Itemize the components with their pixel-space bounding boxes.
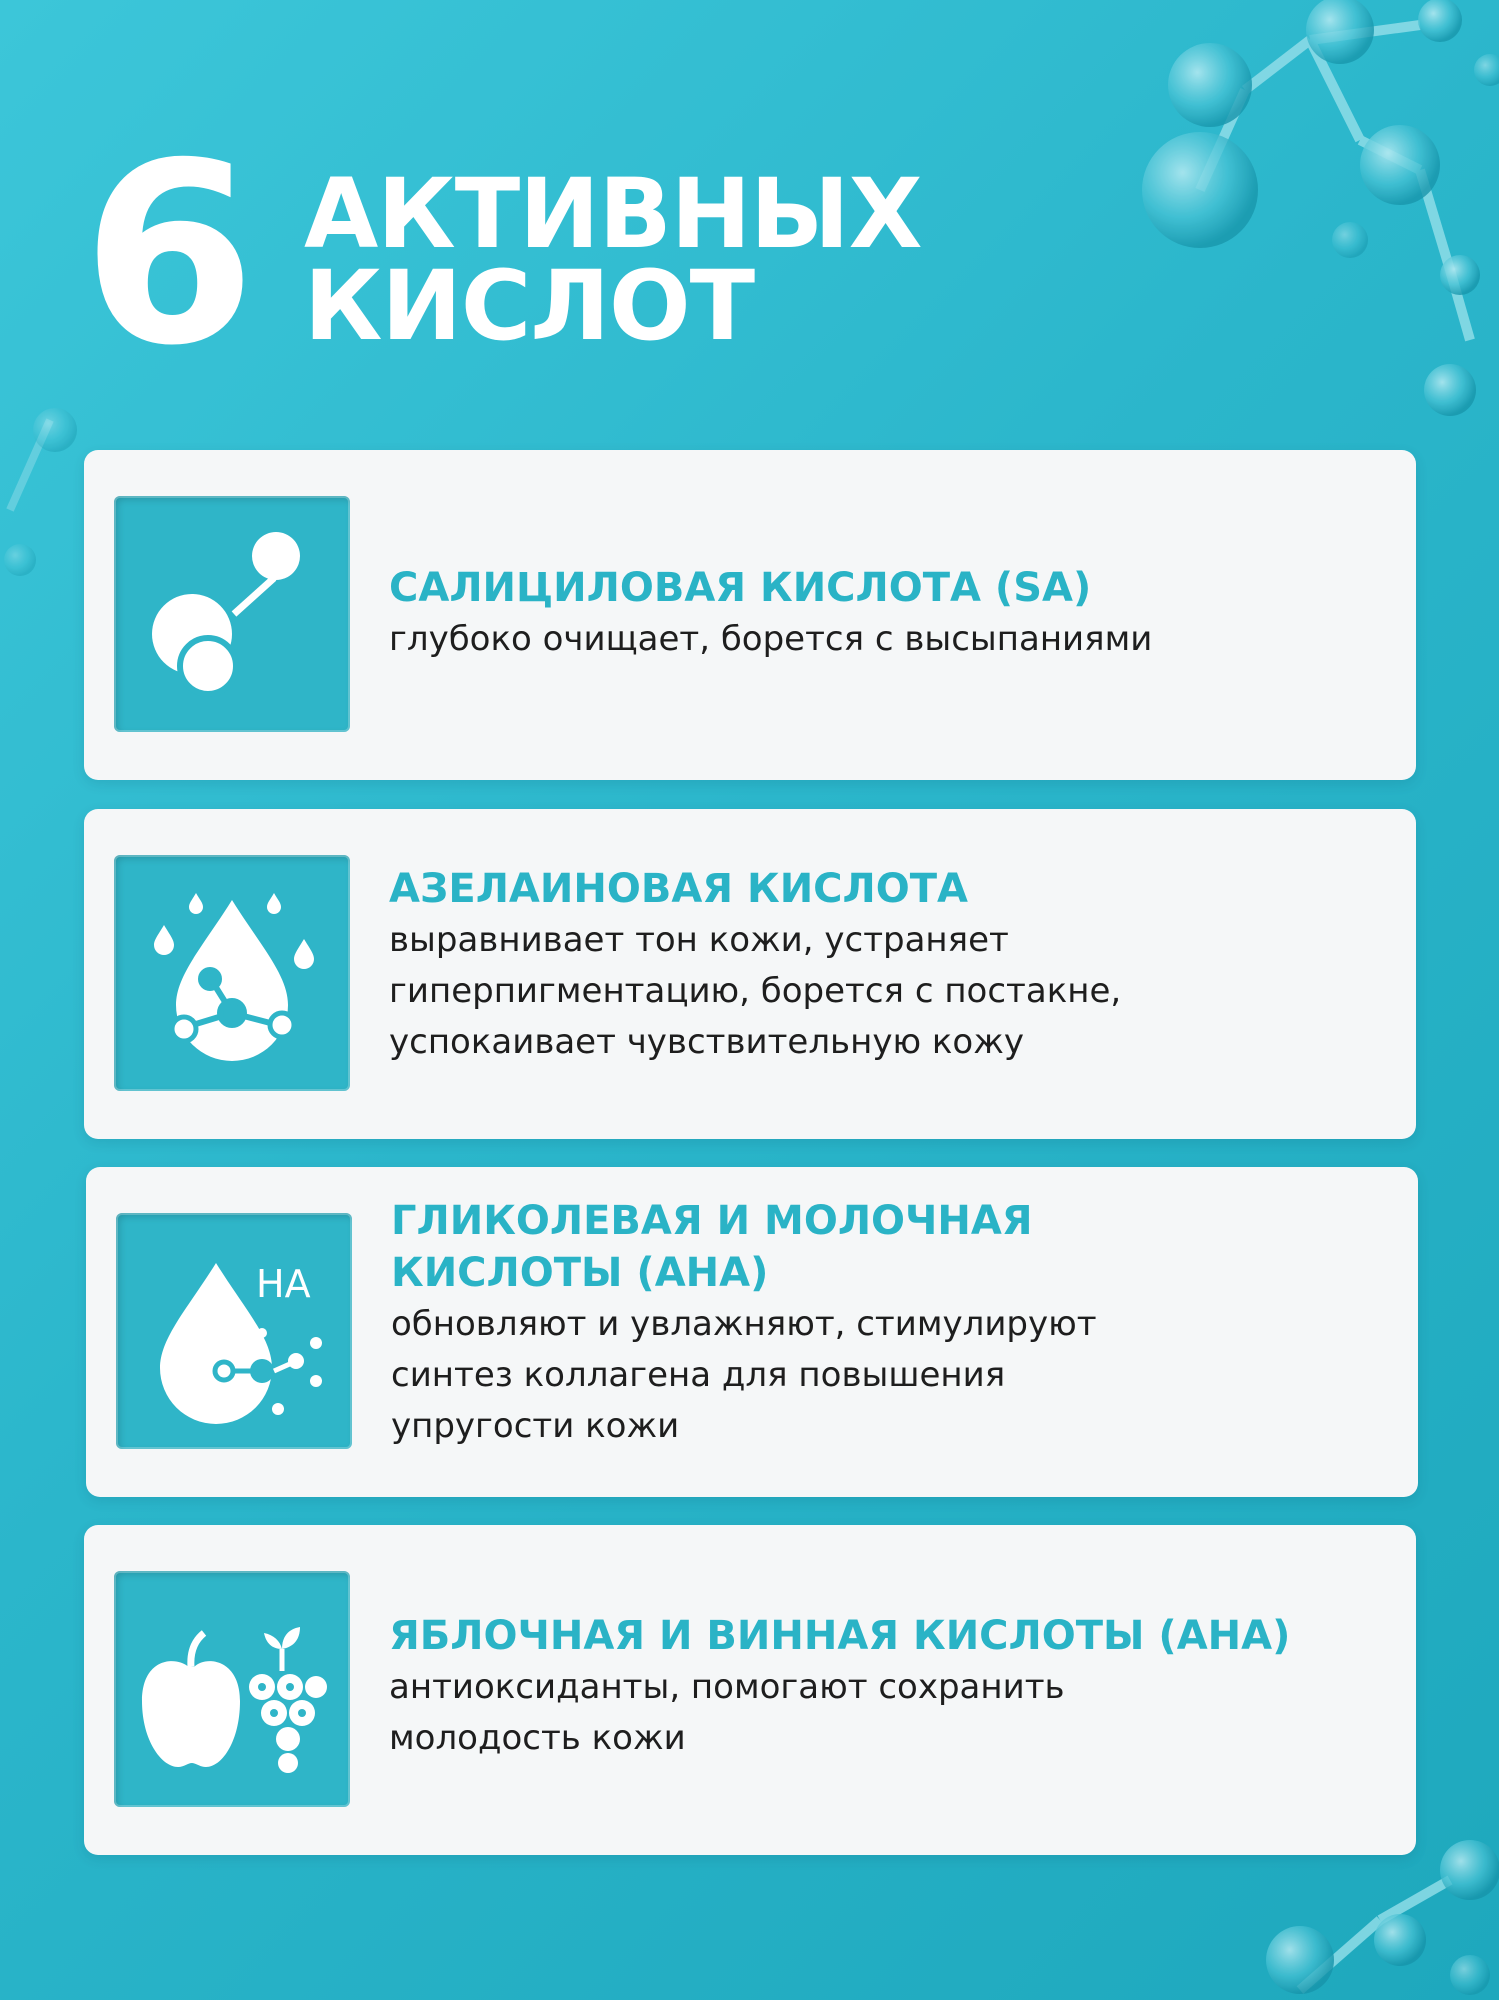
acid-card-glycolic-lactic <box>86 1167 1418 1497</box>
acid-card-azelaic <box>84 809 1416 1139</box>
molecule-icon <box>114 496 350 732</box>
acid-card-description: обновляют и увлажняют, стимулируют синтез коллагена для повышения упругости кожи <box>391 1304 1097 1446</box>
acid-card-description: выравнивает тон кожи, устраняет гиперпигментацию, борется с постакне, успокаивает чувствительную кожу <box>389 920 1122 1062</box>
acid-card-description: антиоксиданты, помогают сохранить молодость кожи <box>389 1667 1065 1758</box>
acid-card-title: ГЛИКОЛЕВАЯ И МОЛОЧНАЯ КИСЛОТЫ (АНА) <box>391 1198 1033 1296</box>
apple-grape-icon <box>114 1571 350 1807</box>
hyaluronic-drop-icon <box>116 1213 352 1449</box>
water-drop-molecule-icon <box>114 855 350 1091</box>
acid-card-title: ЯБЛОЧНАЯ И ВИННАЯ КИСЛОТЫ (АНА) <box>389 1613 1291 1659</box>
page-title-line1: АКТИВНЫХ <box>304 158 922 270</box>
ha-label: HA <box>256 1262 311 1306</box>
acid-card-title: АЗЕЛАИНОВАЯ КИСЛОТА <box>389 866 969 912</box>
acids-count: 6 <box>82 109 250 400</box>
acid-card-malic-tartaric <box>84 1525 1416 1855</box>
acid-card-description: глубоко очищает, борется с высыпаниями <box>389 619 1153 659</box>
acid-card-salicylic <box>84 450 1416 780</box>
page-title <box>304 158 1104 362</box>
page-title-line2: КИСЛОТ <box>304 250 755 362</box>
acid-card-title: САЛИЦИЛОВАЯ КИСЛОТА (SA) <box>389 565 1092 611</box>
